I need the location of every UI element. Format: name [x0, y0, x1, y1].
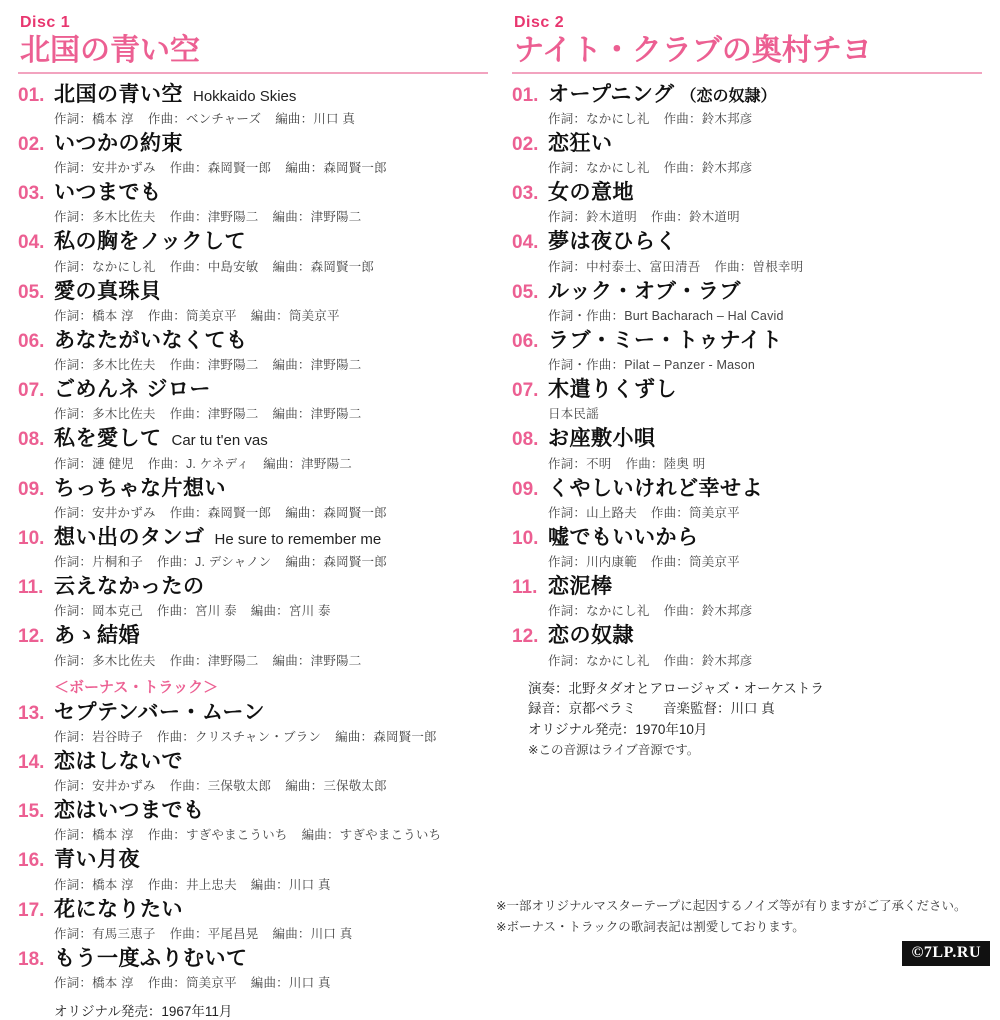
track-credits: 日本民謡: [548, 407, 599, 422]
track-credits: 作詞：橋本 淳 作曲：すぎやまこういち 編曲：すぎやまこういち: [54, 828, 442, 843]
track-title: あゝ結婚: [54, 624, 140, 648]
track-number: 09.: [18, 478, 45, 500]
track-credits: 作詞：多木比佐夫 作曲：津野陽二 編曲：津野陽二: [54, 210, 362, 225]
track-number: 03.: [18, 183, 45, 204]
bonus-track-header: ＜ボーナス・トラック＞: [54, 678, 219, 696]
track-number: 06.: [18, 330, 45, 352]
track-number: 15.: [18, 801, 45, 822]
track-credits: 作詞：安井かずみ 作曲：三保敬太郎 編曲：三保敬太郎: [54, 779, 387, 793]
track-credits: 作詞：有馬三恵子 作曲：平尾昌晃 編曲：川口 真: [54, 926, 353, 941]
track-credits: 作詞：多木比佐夫 作曲：津野陽二 編曲：津野陽二: [54, 358, 362, 372]
track-number: 01.: [18, 84, 45, 106]
track-item: [512, 328, 982, 373]
track-credits: 作詞：川内康範 作曲：筒美京平: [548, 555, 740, 569]
track-item: [18, 525, 488, 570]
track-subtitle: Hokkaido Skies: [193, 87, 297, 105]
track-number: 04.: [18, 232, 45, 254]
watermark: ©7LP.RU: [902, 941, 990, 966]
track-title: オープニング: [548, 82, 675, 106]
track-item: [512, 623, 982, 668]
track-item: [512, 574, 982, 619]
performance-line: 演奏：北野タダオとアロージャズ・オーケストラ: [528, 680, 824, 696]
disc2-label: Disc 2: [514, 14, 565, 31]
disclaimer-line-2: ※ボーナス・トラックの歌詞表記は割愛しております。: [496, 919, 805, 934]
track-title: 嘘でもいいから: [548, 525, 699, 549]
track-item: [18, 700, 488, 745]
track-number: 04.: [512, 232, 539, 254]
track-credits: 作詞：なかにし礼 作曲：鈴木邦彦: [548, 653, 753, 668]
track-item: [18, 131, 488, 176]
disclaimer-line-1: ※一部オリジナルマスターテープに起因するノイズ等が有りますがご了承ください。: [496, 898, 967, 913]
track-number: 11.: [18, 577, 44, 598]
track-item: [512, 131, 982, 176]
track-credits: 作詞：中村泰士、富田清吾 作曲：曽根幸明: [548, 259, 804, 274]
track-columns: [18, 14, 982, 1020]
track-item: [18, 377, 488, 422]
track-item: [18, 82, 488, 127]
track-item: [18, 426, 488, 471]
track-number: 06.: [512, 330, 539, 352]
track-credits: 作詞：安井かずみ 作曲：森岡賢一郎 編曲：森岡賢一郎: [54, 505, 387, 520]
track-credits: 作詞：なかにし礼 作曲：鈴木邦彦: [548, 111, 753, 126]
track-title: 恋狂い: [548, 131, 613, 155]
track-item: [18, 946, 488, 991]
track-credits: 作詞・作曲：Burt Bacharach – Hal Cavid: [548, 308, 784, 323]
track-number: 05.: [512, 281, 539, 303]
track-item: [18, 279, 488, 324]
track-item: [512, 180, 982, 225]
track-item: [18, 229, 488, 274]
track-number: 07.: [512, 380, 539, 401]
track-title: もう一度ふりむいて: [54, 946, 248, 970]
track-item: [512, 525, 982, 570]
track-number: 03.: [512, 183, 539, 204]
track-number: 11.: [512, 577, 538, 598]
track-title: 恋はいつまでも: [54, 799, 205, 822]
track-credits: 作詞：橋本 淳 作曲：筒美京平 編曲：筒美京平: [54, 308, 340, 323]
track-number: 02.: [18, 133, 45, 155]
track-number: 12.: [18, 626, 45, 648]
track-item: [512, 82, 982, 127]
track-credits: 作詞：なかにし礼 作曲：鈴木邦彦: [548, 161, 753, 175]
track-title: いつかの約束: [54, 131, 183, 155]
track-number: 10.: [512, 527, 539, 549]
track-item: [512, 377, 982, 422]
track-item: [18, 749, 488, 794]
track-credits: 作詞：なかにし礼 作曲：鈴木邦彦: [548, 604, 753, 619]
disc1-title: 北国の青い空: [20, 34, 200, 67]
track-number: 17.: [18, 899, 45, 921]
track-title: いつまでも: [54, 181, 162, 204]
track-number: 01.: [512, 84, 539, 106]
track-item: [18, 623, 488, 668]
track-number: 14.: [18, 751, 45, 773]
track-item: [18, 476, 488, 521]
track-number: 12.: [512, 626, 539, 648]
track-title: 愛の真珠貝: [54, 279, 162, 303]
track-item: [18, 180, 488, 225]
track-number: 05.: [18, 281, 45, 303]
track-item: [512, 476, 982, 521]
track-title: 木遣りくずし: [548, 378, 677, 401]
track-title: 恋の奴隷: [548, 624, 634, 648]
track-title: 恋はしないで: [54, 749, 183, 773]
disclaimer-block: [496, 896, 976, 939]
track-title: 花になりたい: [54, 897, 183, 921]
track-number: 18.: [18, 948, 45, 970]
track-credits: 作詞：橋本 淳 作曲：井上忠夫 編曲：川口 真: [54, 877, 331, 892]
track-credits: 作詞：不明 作曲：陸奥 明: [548, 456, 706, 471]
track-number: 07.: [18, 380, 45, 401]
track-number: 02.: [512, 133, 539, 155]
track-number: 09.: [512, 478, 539, 500]
track-title: 北国の青い空: [54, 82, 183, 106]
track-credits: 作詞：片桐和子 作曲：J. デシャノン 編曲：森岡賢一郎: [54, 555, 387, 569]
track-credits: 作詞：橋本 淳 作曲：筒美京平 編曲：川口 真: [54, 976, 331, 990]
track-credits: 作詞：漣 健児 作曲：J. ケネディ 編曲：津野陽二: [54, 456, 352, 471]
recording-line: 録音：京都ベラミ 音楽監督：川口 真: [528, 701, 775, 717]
track-title: ちっちゃな片想い: [54, 476, 226, 500]
track-credits: 作詞：安井かずみ 作曲：森岡賢一郎 編曲：森岡賢一郎: [54, 161, 387, 175]
track-title: ルック・オブ・ラブ: [548, 279, 741, 303]
track-title: 云えなかったの: [54, 575, 205, 598]
track-credits: 作詞：岩谷時子 作曲：クリスチャン・ブラン 編曲：森岡賢一郎: [54, 729, 437, 744]
track-number: 10.: [18, 527, 45, 549]
track-title: セプテンバー・ムーン: [54, 700, 266, 724]
track-item: [18, 574, 488, 619]
track-credits: 作詞・作曲：Pilat – Panzer - Mason: [548, 358, 756, 372]
disc1-column: [18, 14, 488, 1020]
disc1-rule: [18, 72, 488, 74]
track-credits: 作詞：橋本 淳 作曲：ベンチャーズ 編曲：川口 真: [54, 111, 356, 126]
track-title: 女の意地: [548, 181, 634, 204]
disc1-label: Disc 1: [20, 14, 71, 31]
track-item: [18, 897, 488, 942]
disc2-performance-credits: [528, 679, 982, 761]
track-title-paren: （恋の奴隷）: [680, 87, 777, 105]
track-credits: 作詞：山上路夫 作曲：筒美京平: [548, 505, 740, 520]
track-subtitle: He sure to remember me: [214, 530, 382, 548]
track-title: 私の胸をノックして: [54, 230, 247, 254]
track-credits: 作詞：鈴木道明 作曲：鈴木道明: [548, 210, 740, 225]
track-credits: 作詞：岡本克己 作曲：宮川 泰 編曲：宮川 泰: [54, 604, 331, 619]
live-source-note: ※この音源はライブ音源です。: [528, 743, 700, 758]
track-title: くやしいけれど幸せよ: [548, 476, 763, 500]
track-title: 恋泥棒: [548, 575, 613, 598]
track-item: [512, 279, 982, 324]
track-title: 想い出のタンゴ: [54, 525, 205, 549]
track-number: 13.: [18, 702, 45, 724]
track-title: ラブ・ミー・トゥナイト: [548, 328, 783, 352]
track-title: お座敷小唄: [548, 427, 656, 451]
track-title: 私を愛して: [54, 427, 162, 451]
track-item: [18, 328, 488, 373]
track-item: [18, 798, 488, 843]
disc2-rule: [512, 72, 982, 74]
track-title: 夢は夜ひらく: [548, 230, 677, 254]
track-credits: 作詞：なかにし礼 作曲：中島安敏 編曲：森岡賢一郎: [54, 259, 375, 274]
track-credits: 作詞：多木比佐夫 作曲：津野陽二 編曲：津野陽二: [54, 653, 362, 668]
track-number: 16.: [18, 850, 45, 872]
disc2-title: ナイト・クラブの奥村チヨ: [514, 34, 872, 67]
disc1-release-date: オリジナル発売：1967年11月: [54, 1004, 233, 1019]
track-title: 青い月夜: [54, 848, 140, 872]
track-item: [512, 426, 982, 471]
track-item: [18, 847, 488, 892]
track-subtitle: Car tu t'en vas: [171, 432, 268, 450]
track-title: あなたがいなくても: [54, 328, 248, 352]
track-number: 08.: [512, 429, 539, 451]
track-credits: 作詞：多木比佐夫 作曲：津野陽二 編曲：津野陽二: [54, 407, 362, 422]
disc2-column: [512, 14, 982, 1020]
track-number: 08.: [18, 429, 45, 451]
release-line: オリジナル発売：1970年10月: [528, 722, 708, 738]
track-title: ごめんネ ジロー: [54, 378, 211, 401]
track-item: [512, 229, 982, 274]
